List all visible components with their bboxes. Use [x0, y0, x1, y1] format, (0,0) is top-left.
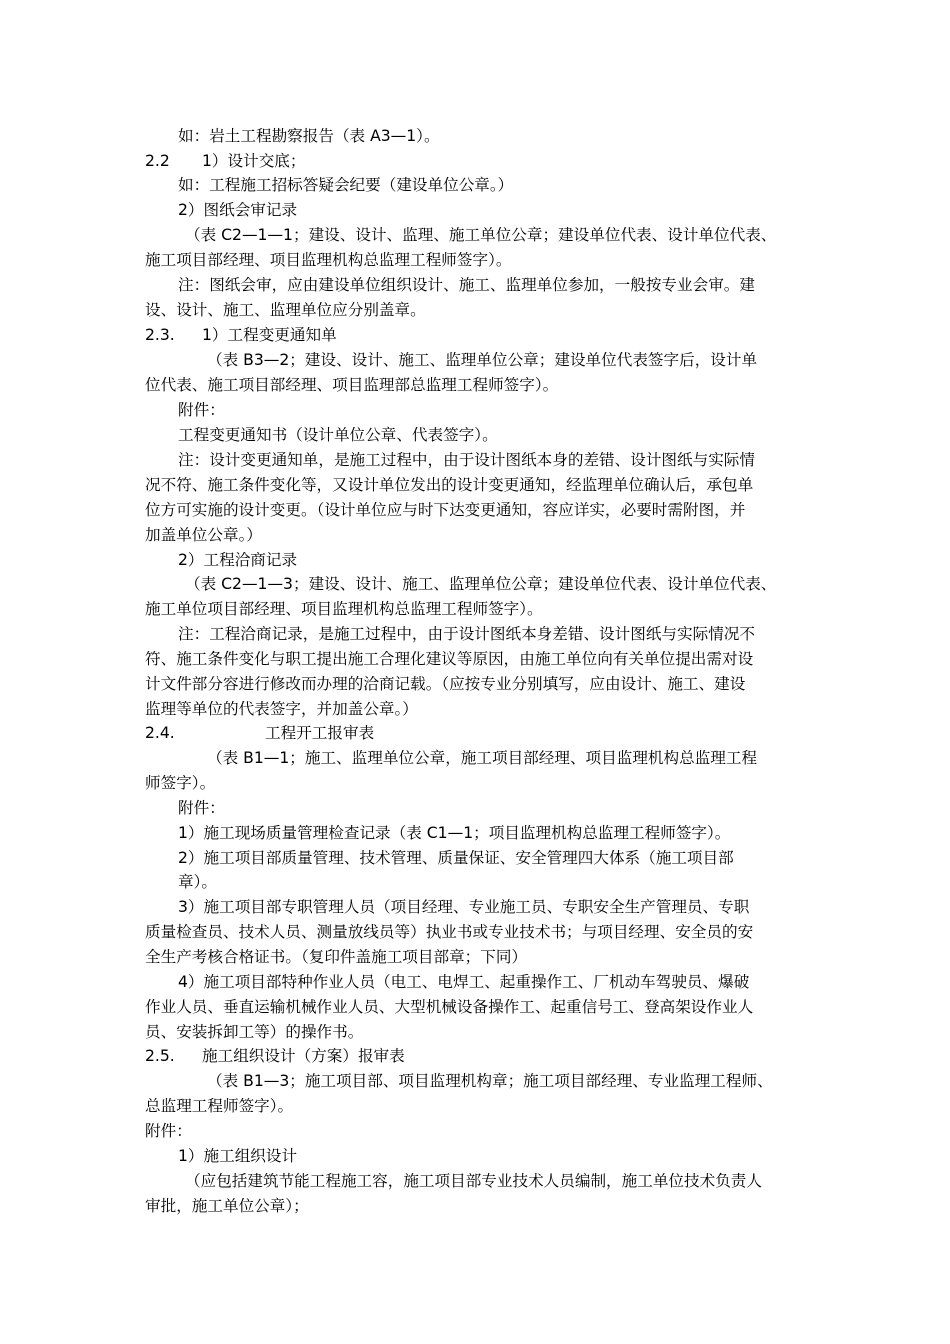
- text-line: [0, 672, 950, 697]
- text-line: [0, 622, 950, 647]
- paragraph-text: 质量检查员、技术人员、测量放线员等）执业书或专业技术书；与项目经理、安全员的安: [145, 923, 754, 941]
- paragraph-text: （表 C2—1—1；建设、设计、监理、施工单位公章；建设单位代表、设计单位代表、: [185, 226, 777, 244]
- paragraph-text: 施工项目部经理、项目监理机构总监理工程师签字）。: [145, 251, 512, 269]
- text-line: [0, 970, 950, 995]
- paragraph-text: 员、安装拆卸工等）的操作书。: [145, 1023, 364, 1041]
- section-heading: 工程开工报审表: [265, 724, 375, 742]
- paragraph-text: 审批，施工单位公章）；: [145, 1197, 309, 1215]
- section-number: 2.5.: [145, 1047, 175, 1065]
- paragraph-text: 3）施工项目部专职管理人员（项目经理、专业施工员、专职安全生产管理员、专职: [178, 898, 750, 916]
- text-line: [0, 945, 950, 970]
- paragraph-text: 2）工程洽商记录: [178, 551, 298, 569]
- paragraph-text: 符、施工条件变化与职工提出施工合理化建议等原因，由施工单位向有关单位提出需对设: [145, 650, 754, 668]
- text-line: [0, 821, 950, 846]
- paragraph-text: （表 B1—3；施工项目部、项目监理机构章；施工项目部经理、专业监理工程师、: [207, 1072, 773, 1090]
- text-line: [0, 1020, 950, 1045]
- text-line: [0, 1169, 950, 1194]
- text-line: [0, 248, 950, 273]
- text-line: [0, 448, 950, 473]
- paragraph-text: 1）施工现场质量管理检查记录（表 C1—1；项目监理机构总监理工程师签字）。: [178, 824, 731, 842]
- section-number: 2.3.: [145, 326, 175, 344]
- paragraph-text: 2）图纸会审记录: [178, 201, 298, 219]
- paragraph-text: 注：图纸会审，应由建设单位组织设计、施工、监理单位参加，一般按专业会审。建: [178, 276, 755, 294]
- paragraph-text: 工程变更通知书（设计单位公章、代表签字）。: [178, 426, 498, 444]
- paragraph-text: （应包括建筑节能工程施工容，施工项目部专业技术人员编制，施工单位技术负责人: [185, 1172, 762, 1190]
- paragraph-text: 附件：: [178, 401, 225, 419]
- text-line: [0, 498, 950, 523]
- paragraph-text: 4）施工项目部特种作业人员（电工、电焊工、起重操作工、厂机动车驾驶员、爆破: [178, 973, 750, 991]
- text-line: [0, 796, 950, 821]
- text-line: [0, 423, 950, 448]
- text-line: [0, 373, 950, 398]
- text-line: [0, 1044, 950, 1069]
- paragraph-text: 监理等单位的代表签字，并加盖公章。）: [145, 700, 418, 718]
- text-line: [0, 870, 950, 895]
- section-heading: 施工组织设计（方案）报审表: [202, 1047, 405, 1065]
- text-line: [0, 1094, 950, 1119]
- paragraph-text: （表 B3—2；建设、设计、施工、监理单位公章；建设单位代表签字后，设计单: [207, 351, 758, 369]
- text-line: [0, 597, 950, 622]
- text-line: [0, 995, 950, 1020]
- paragraph-text: 位代表、施工项目部经理、项目监理部总监理工程师签字）。: [145, 376, 559, 394]
- text-line: [0, 298, 950, 323]
- text-line: [0, 348, 950, 373]
- text-line: [0, 173, 950, 198]
- section-number: 2.2: [145, 152, 170, 170]
- paragraph-text: 师签字）。: [145, 774, 216, 792]
- text-line: [0, 895, 950, 920]
- text-line: [0, 523, 950, 548]
- section-heading: 1）设计交底；: [202, 152, 306, 170]
- text-line: [0, 697, 950, 722]
- text-line: [0, 647, 950, 672]
- paragraph-text: 附件：: [178, 799, 225, 817]
- text-line: [0, 721, 950, 746]
- section-number: 2.4.: [145, 724, 175, 742]
- paragraph-text: （表 B1—1；施工、监理单位公章，施工项目部经理、项目监理机构总监理工程: [207, 749, 758, 767]
- text-line: [0, 198, 950, 223]
- text-line: [0, 323, 950, 348]
- text-line: [0, 473, 950, 498]
- text-line: [0, 1069, 950, 1094]
- paragraph-text: 加盖单位公章。）: [145, 526, 262, 544]
- paragraph-text: 2）施工项目部质量管理、技术管理、质量保证、安全管理四大体系（施工项目部: [178, 849, 734, 867]
- paragraph-text: 附件：: [145, 1122, 192, 1140]
- paragraph-text: 计文件部分容进行修改而办理的洽商记载。（应按专业分别填写，应由设计、施工、建设: [145, 675, 746, 693]
- paragraph-text: 章）。: [178, 873, 217, 891]
- paragraph-text: 注：工程洽商记录，是施工过程中，由于设计图纸本身差错、设计图纸与实际情况不: [178, 625, 755, 643]
- paragraph-text: 施工单位项目部经理、项目监理机构总监理工程师签字）。: [145, 600, 543, 618]
- paragraph-text: 1）施工组织设计: [178, 1147, 298, 1165]
- section-heading: 1）工程变更通知单: [202, 326, 337, 344]
- paragraph-text: （表 C2—1—3；建设、设计、施工、监理单位公章；建设单位代表、设计单位代表、: [185, 575, 777, 593]
- paragraph-text: 总监理工程师签字）。: [145, 1097, 294, 1115]
- paragraph-text: 况不符、施工条件变化等，又设计单位发出的设计变更通知，经监理单位确认后，承包单: [145, 476, 754, 494]
- text-line: [0, 1144, 950, 1169]
- text-line: [0, 124, 950, 149]
- paragraph-text: 设、设计、施工、监理单位应分别盖章。: [145, 301, 426, 319]
- paragraph-text: 作业人员、垂直运输机械作业人员、大型机械设备操作工、起重信号工、登高架设作业人: [145, 998, 754, 1016]
- text-line: [0, 548, 950, 573]
- text-line: [0, 746, 950, 771]
- paragraph-text: 如：工程施工招标答疑会纪要（建设单位公章。）: [178, 176, 514, 194]
- text-line: [0, 398, 950, 423]
- paragraph-text: 全生产考核合格证书。（复印件盖施工项目部章；下同）: [145, 948, 528, 966]
- text-line: [0, 1119, 950, 1144]
- paragraph-text: 位方可实施的设计变更。（设计单位应与时下达变更通知，容应详实，必要时需附图，并: [145, 501, 746, 519]
- text-line: [0, 223, 950, 248]
- paragraph-text: 注：设计变更通知单，是施工过程中，由于设计图纸本身的差错、设计图纸与实际情: [178, 451, 755, 469]
- text-line: [0, 846, 950, 871]
- text-line: [0, 149, 950, 174]
- text-line: [0, 273, 950, 298]
- text-line: [0, 771, 950, 796]
- paragraph-text: 如：岩土工程勘察报告（表 A3—1）。: [178, 127, 440, 145]
- text-line: [0, 1194, 950, 1219]
- text-line: [0, 920, 950, 945]
- text-line: [0, 572, 950, 597]
